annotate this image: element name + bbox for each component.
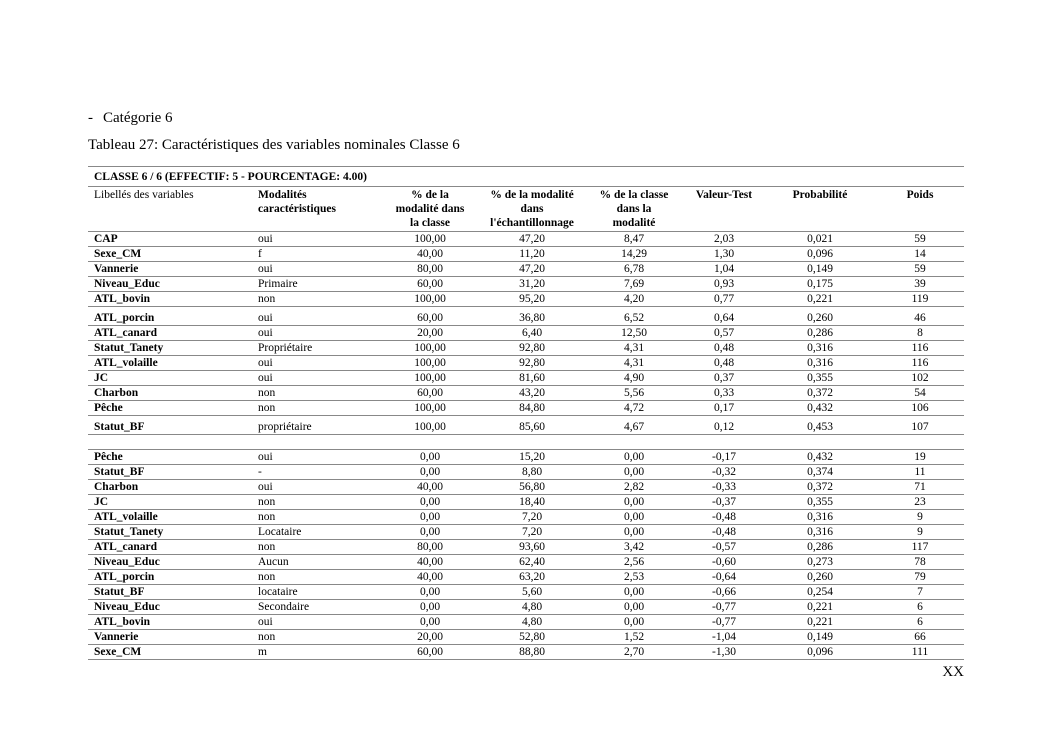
table-row bbox=[88, 232, 964, 247]
table-row bbox=[88, 510, 964, 525]
table-row bbox=[88, 600, 964, 615]
pct-modality-in-sample: 7,20 bbox=[480, 525, 584, 540]
pct-modality-in-sample: 5,60 bbox=[480, 585, 584, 600]
pct-modality-in-sample: 31,20 bbox=[480, 277, 584, 292]
weight: 46 bbox=[876, 307, 964, 326]
pct-class-in-modality: 4,20 bbox=[584, 292, 684, 307]
pct-class-in-modality: 0,00 bbox=[584, 600, 684, 615]
header-weight bbox=[876, 187, 964, 232]
variable-name: Statut_BF bbox=[88, 416, 252, 435]
probability: 0,432 bbox=[764, 450, 876, 465]
header-line: caractéristiques bbox=[258, 203, 336, 215]
weight: 66 bbox=[876, 630, 964, 645]
weight: 9 bbox=[876, 525, 964, 540]
pct-modality-in-sample: 95,20 bbox=[480, 292, 584, 307]
header-line: Valeur-Test bbox=[695, 189, 753, 201]
pct-modality-in-sample: 4,80 bbox=[480, 615, 584, 630]
header-probability bbox=[764, 187, 876, 232]
test-value: -0,33 bbox=[684, 480, 764, 495]
header-line: % de la classe bbox=[599, 189, 669, 201]
pct-class-in-modality: 0,00 bbox=[584, 525, 684, 540]
page-number: XX bbox=[942, 664, 964, 680]
header-line: dans la bbox=[616, 203, 652, 215]
weight: 23 bbox=[876, 495, 964, 510]
test-value: 0,12 bbox=[684, 416, 764, 435]
weight: 119 bbox=[876, 292, 964, 307]
weight: 106 bbox=[876, 401, 964, 416]
weight: 79 bbox=[876, 570, 964, 585]
table-row bbox=[88, 630, 964, 645]
table-row bbox=[88, 277, 964, 292]
modality: propriétaire bbox=[252, 416, 380, 435]
table-row bbox=[88, 386, 964, 401]
pct-class-in-modality: 0,00 bbox=[584, 450, 684, 465]
weight: 116 bbox=[876, 356, 964, 371]
probability: 0,096 bbox=[764, 247, 876, 262]
test-value: -0,66 bbox=[684, 585, 764, 600]
pct-modality-in-class: 100,00 bbox=[380, 416, 480, 435]
modality: Locataire bbox=[252, 525, 380, 540]
pct-class-in-modality: 0,00 bbox=[584, 615, 684, 630]
variable-name: Niveau_Educ bbox=[88, 277, 252, 292]
pct-class-in-modality: 12,50 bbox=[584, 326, 684, 341]
pct-class-in-modality: 4,90 bbox=[584, 371, 684, 386]
pct-modality-in-class: 0,00 bbox=[380, 465, 480, 480]
pct-modality-in-class: 60,00 bbox=[380, 645, 480, 660]
modality: non bbox=[252, 386, 380, 401]
pct-class-in-modality: 2,70 bbox=[584, 645, 684, 660]
modality: oui bbox=[252, 307, 380, 326]
test-value: 0,48 bbox=[684, 341, 764, 356]
table-row bbox=[88, 262, 964, 277]
section-heading-text: Catégorie 6 bbox=[103, 110, 173, 126]
modality: oui bbox=[252, 615, 380, 630]
table-row bbox=[88, 540, 964, 555]
table-header-row bbox=[88, 187, 964, 232]
probability: 0,374 bbox=[764, 465, 876, 480]
pct-modality-in-class: 80,00 bbox=[380, 540, 480, 555]
probability: 0,260 bbox=[764, 570, 876, 585]
variable-name: Vannerie bbox=[88, 262, 252, 277]
weight: 9 bbox=[876, 510, 964, 525]
pct-class-in-modality: 1,52 bbox=[584, 630, 684, 645]
pct-class-in-modality: 4,72 bbox=[584, 401, 684, 416]
header-pct-modality-in-sample bbox=[480, 187, 584, 232]
variable-name: Statut_BF bbox=[88, 585, 252, 600]
variable-name: Statut_Tanety bbox=[88, 341, 252, 356]
header-line: Poids bbox=[906, 189, 934, 201]
table-row bbox=[88, 525, 964, 540]
pct-modality-in-class: 100,00 bbox=[380, 371, 480, 386]
table-row bbox=[88, 585, 964, 600]
pct-class-in-modality: 2,53 bbox=[584, 570, 684, 585]
test-value: 2,03 bbox=[684, 232, 764, 247]
pct-modality-in-sample: 4,80 bbox=[480, 600, 584, 615]
test-value: 0,33 bbox=[684, 386, 764, 401]
weight: 7 bbox=[876, 585, 964, 600]
pct-class-in-modality: 0,00 bbox=[584, 585, 684, 600]
pct-class-in-modality: 3,42 bbox=[584, 540, 684, 555]
table-row bbox=[88, 307, 964, 326]
weight: 107 bbox=[876, 416, 964, 435]
variable-name: ATL_bovin bbox=[88, 615, 252, 630]
table-row bbox=[88, 480, 964, 495]
table-caption: Tableau 27: Caractéristiques des variables nominales Classe 6 bbox=[88, 137, 460, 153]
table-title: CLASSE 6 / 6 (EFFECTIF: 5 - POURCENTAGE: 4.00) bbox=[88, 167, 964, 187]
table-row bbox=[88, 615, 964, 630]
modality: oui bbox=[252, 356, 380, 371]
variable-name: ATL_volaille bbox=[88, 356, 252, 371]
pct-class-in-modality: 4,31 bbox=[584, 341, 684, 356]
variable-name: Statut_BF bbox=[88, 465, 252, 480]
probability: 0,149 bbox=[764, 262, 876, 277]
pct-modality-in-class: 100,00 bbox=[380, 401, 480, 416]
header-pct-modality-in-class bbox=[380, 187, 480, 232]
test-value: -0,77 bbox=[684, 600, 764, 615]
modality: Propriétaire bbox=[252, 341, 380, 356]
header-line: l'échantillonnage bbox=[490, 217, 574, 229]
pct-modality-in-class: 40,00 bbox=[380, 555, 480, 570]
probability: 0,432 bbox=[764, 401, 876, 416]
header-line: modalité bbox=[612, 217, 656, 229]
pct-class-in-modality: 4,67 bbox=[584, 416, 684, 435]
probability: 0,316 bbox=[764, 525, 876, 540]
weight: 116 bbox=[876, 341, 964, 356]
pct-modality-in-class: 60,00 bbox=[380, 277, 480, 292]
pct-modality-in-class: 80,00 bbox=[380, 262, 480, 277]
weight: 71 bbox=[876, 480, 964, 495]
pct-modality-in-class: 0,00 bbox=[380, 495, 480, 510]
pct-modality-in-sample: 85,60 bbox=[480, 416, 584, 435]
test-value: -1,04 bbox=[684, 630, 764, 645]
variable-name: ATL_porcin bbox=[88, 307, 252, 326]
probability: 0,355 bbox=[764, 371, 876, 386]
pct-modality-in-sample: 18,40 bbox=[480, 495, 584, 510]
test-value: -0,32 bbox=[684, 465, 764, 480]
pct-class-in-modality: 4,31 bbox=[584, 356, 684, 371]
probability: 0,221 bbox=[764, 615, 876, 630]
header-line: Probabilité bbox=[792, 189, 848, 201]
probability: 0,316 bbox=[764, 356, 876, 371]
test-value: -1,30 bbox=[684, 645, 764, 660]
header-line: % de la modalité bbox=[490, 189, 574, 201]
pct-class-in-modality: 0,00 bbox=[584, 465, 684, 480]
pct-modality-in-class: 40,00 bbox=[380, 570, 480, 585]
modality: oui bbox=[252, 262, 380, 277]
pct-modality-in-sample: 6,40 bbox=[480, 326, 584, 341]
table-title-row bbox=[88, 167, 964, 187]
variable-name: Statut_Tanety bbox=[88, 525, 252, 540]
table-row bbox=[88, 645, 964, 660]
header-line: la classe bbox=[410, 217, 450, 229]
table-row bbox=[88, 247, 964, 262]
variable-name: Niveau_Educ bbox=[88, 555, 252, 570]
modality: non bbox=[252, 401, 380, 416]
weight: 6 bbox=[876, 615, 964, 630]
probability: 0,021 bbox=[764, 232, 876, 247]
variable-name: ATL_canard bbox=[88, 326, 252, 341]
pct-class-in-modality: 7,69 bbox=[584, 277, 684, 292]
table-row bbox=[88, 450, 964, 465]
pct-class-in-modality: 14,29 bbox=[584, 247, 684, 262]
weight: 78 bbox=[876, 555, 964, 570]
pct-modality-in-sample: 43,20 bbox=[480, 386, 584, 401]
pct-modality-in-class: 60,00 bbox=[380, 386, 480, 401]
group-separator bbox=[88, 435, 964, 450]
test-value: 0,37 bbox=[684, 371, 764, 386]
test-value: 0,77 bbox=[684, 292, 764, 307]
test-value: -0,37 bbox=[684, 495, 764, 510]
pct-class-in-modality: 6,52 bbox=[584, 307, 684, 326]
variable-name: Pêche bbox=[88, 401, 252, 416]
characteristics-table bbox=[88, 166, 964, 660]
pct-modality-in-class: 0,00 bbox=[380, 600, 480, 615]
modality: oui bbox=[252, 450, 380, 465]
variable-name: ATL_volaille bbox=[88, 510, 252, 525]
pct-modality-in-class: 0,00 bbox=[380, 510, 480, 525]
pct-class-in-modality: 0,00 bbox=[584, 510, 684, 525]
probability: 0,260 bbox=[764, 307, 876, 326]
header-pct-class-in-modality bbox=[584, 187, 684, 232]
modality: oui bbox=[252, 326, 380, 341]
probability: 0,175 bbox=[764, 277, 876, 292]
separator-cell bbox=[88, 435, 964, 450]
modality: non bbox=[252, 540, 380, 555]
pct-class-in-modality: 8,47 bbox=[584, 232, 684, 247]
header-modalities bbox=[252, 187, 380, 232]
table-row bbox=[88, 555, 964, 570]
variable-name: Charbon bbox=[88, 480, 252, 495]
table-row bbox=[88, 401, 964, 416]
probability: 0,355 bbox=[764, 495, 876, 510]
pct-modality-in-sample: 52,80 bbox=[480, 630, 584, 645]
probability: 0,149 bbox=[764, 630, 876, 645]
test-value: -0,48 bbox=[684, 525, 764, 540]
pct-modality-in-class: 20,00 bbox=[380, 326, 480, 341]
pct-modality-in-class: 100,00 bbox=[380, 341, 480, 356]
modality: Aucun bbox=[252, 555, 380, 570]
modality: Primaire bbox=[252, 277, 380, 292]
pct-modality-in-sample: 15,20 bbox=[480, 450, 584, 465]
pct-modality-in-sample: 93,60 bbox=[480, 540, 584, 555]
pct-modality-in-sample: 84,80 bbox=[480, 401, 584, 416]
probability: 0,221 bbox=[764, 292, 876, 307]
probability: 0,286 bbox=[764, 540, 876, 555]
pct-modality-in-sample: 36,80 bbox=[480, 307, 584, 326]
probability: 0,286 bbox=[764, 326, 876, 341]
pct-modality-in-sample: 63,20 bbox=[480, 570, 584, 585]
header-line: % de la bbox=[411, 189, 449, 201]
variable-name: JC bbox=[88, 495, 252, 510]
variable-name: Sexe_CM bbox=[88, 645, 252, 660]
weight: 6 bbox=[876, 600, 964, 615]
table-row bbox=[88, 341, 964, 356]
probability: 0,372 bbox=[764, 480, 876, 495]
weight: 39 bbox=[876, 277, 964, 292]
variable-name: Sexe_CM bbox=[88, 247, 252, 262]
modality: Secondaire bbox=[252, 600, 380, 615]
test-value: 1,04 bbox=[684, 262, 764, 277]
pct-class-in-modality: 2,56 bbox=[584, 555, 684, 570]
modality: locataire bbox=[252, 585, 380, 600]
variable-name: JC bbox=[88, 371, 252, 386]
table-row bbox=[88, 371, 964, 386]
variable-name: Vannerie bbox=[88, 630, 252, 645]
weight: 14 bbox=[876, 247, 964, 262]
table-row bbox=[88, 416, 964, 435]
modality: non bbox=[252, 292, 380, 307]
probability: 0,254 bbox=[764, 585, 876, 600]
modality: oui bbox=[252, 371, 380, 386]
pct-modality-in-sample: 47,20 bbox=[480, 232, 584, 247]
header-line: Libellés des variables bbox=[94, 189, 194, 201]
section-heading bbox=[88, 110, 173, 127]
weight: 102 bbox=[876, 371, 964, 386]
weight: 59 bbox=[876, 262, 964, 277]
modality: - bbox=[252, 465, 380, 480]
modality: non bbox=[252, 630, 380, 645]
table-row bbox=[88, 326, 964, 341]
probability: 0,221 bbox=[764, 600, 876, 615]
modality: oui bbox=[252, 232, 380, 247]
pct-modality-in-sample: 88,80 bbox=[480, 645, 584, 660]
variable-name: ATL_canard bbox=[88, 540, 252, 555]
test-value: -0,17 bbox=[684, 450, 764, 465]
header-line: modalité dans bbox=[395, 203, 465, 215]
weight: 117 bbox=[876, 540, 964, 555]
variable-name: ATL_bovin bbox=[88, 292, 252, 307]
variable-name: ATL_porcin bbox=[88, 570, 252, 585]
probability: 0,273 bbox=[764, 555, 876, 570]
test-value: 0,17 bbox=[684, 401, 764, 416]
table-row bbox=[88, 495, 964, 510]
probability: 0,453 bbox=[764, 416, 876, 435]
pct-class-in-modality: 0,00 bbox=[584, 495, 684, 510]
test-value: 0,93 bbox=[684, 277, 764, 292]
pct-modality-in-class: 0,00 bbox=[380, 585, 480, 600]
modality: oui bbox=[252, 480, 380, 495]
pct-modality-in-sample: 81,60 bbox=[480, 371, 584, 386]
pct-modality-in-class: 0,00 bbox=[380, 615, 480, 630]
variable-name: Niveau_Educ bbox=[88, 600, 252, 615]
weight: 8 bbox=[876, 326, 964, 341]
weight: 11 bbox=[876, 465, 964, 480]
pct-modality-in-class: 100,00 bbox=[380, 292, 480, 307]
test-value: -0,57 bbox=[684, 540, 764, 555]
modality: non bbox=[252, 495, 380, 510]
probability: 0,372 bbox=[764, 386, 876, 401]
pct-modality-in-class: 40,00 bbox=[380, 247, 480, 262]
variable-name: Charbon bbox=[88, 386, 252, 401]
table-row bbox=[88, 356, 964, 371]
weight: 54 bbox=[876, 386, 964, 401]
pct-modality-in-class: 0,00 bbox=[380, 525, 480, 540]
test-value: 1,30 bbox=[684, 247, 764, 262]
pct-modality-in-sample: 62,40 bbox=[480, 555, 584, 570]
pct-class-in-modality: 2,82 bbox=[584, 480, 684, 495]
pct-modality-in-sample: 47,20 bbox=[480, 262, 584, 277]
test-value: -0,48 bbox=[684, 510, 764, 525]
pct-modality-in-class: 100,00 bbox=[380, 356, 480, 371]
modality: non bbox=[252, 570, 380, 585]
probability: 0,096 bbox=[764, 645, 876, 660]
bullet-dash: - bbox=[88, 110, 93, 126]
modality: m bbox=[252, 645, 380, 660]
probability: 0,316 bbox=[764, 510, 876, 525]
header-test-value bbox=[684, 187, 764, 232]
pct-modality-in-class: 40,00 bbox=[380, 480, 480, 495]
pct-modality-in-sample: 92,80 bbox=[480, 341, 584, 356]
pct-modality-in-sample: 11,20 bbox=[480, 247, 584, 262]
table-row bbox=[88, 570, 964, 585]
test-value: -0,60 bbox=[684, 555, 764, 570]
test-value: 0,48 bbox=[684, 356, 764, 371]
weight: 59 bbox=[876, 232, 964, 247]
table-body bbox=[88, 232, 964, 660]
pct-modality-in-class: 100,00 bbox=[380, 232, 480, 247]
weight: 19 bbox=[876, 450, 964, 465]
variable-name: CAP bbox=[88, 232, 252, 247]
header-line: Modalités bbox=[258, 189, 307, 201]
pct-modality-in-class: 20,00 bbox=[380, 630, 480, 645]
pct-modality-in-sample: 8,80 bbox=[480, 465, 584, 480]
pct-modality-in-class: 0,00 bbox=[380, 450, 480, 465]
table-row bbox=[88, 465, 964, 480]
pct-class-in-modality: 6,78 bbox=[584, 262, 684, 277]
test-value: -0,64 bbox=[684, 570, 764, 585]
pct-modality-in-sample: 56,80 bbox=[480, 480, 584, 495]
pct-class-in-modality: 5,56 bbox=[584, 386, 684, 401]
variable-name: Pêche bbox=[88, 450, 252, 465]
pct-modality-in-class: 60,00 bbox=[380, 307, 480, 326]
modality: f bbox=[252, 247, 380, 262]
test-value: 0,57 bbox=[684, 326, 764, 341]
weight: 111 bbox=[876, 645, 964, 660]
header-variable-label bbox=[88, 187, 252, 232]
test-value: -0,77 bbox=[684, 615, 764, 630]
header-line: dans bbox=[520, 203, 544, 215]
probability: 0,316 bbox=[764, 341, 876, 356]
table-row bbox=[88, 292, 964, 307]
test-value: 0,64 bbox=[684, 307, 764, 326]
pct-modality-in-sample: 92,80 bbox=[480, 356, 584, 371]
pct-modality-in-sample: 7,20 bbox=[480, 510, 584, 525]
modality: non bbox=[252, 510, 380, 525]
